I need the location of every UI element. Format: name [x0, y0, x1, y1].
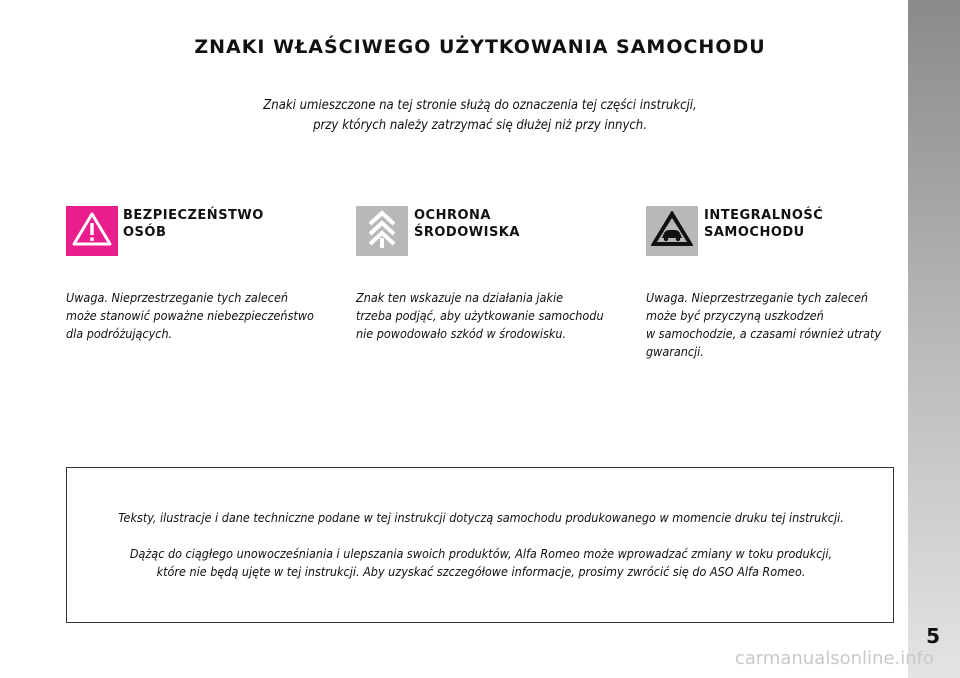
heading-line: INTEGRALNOŚĆ	[704, 208, 824, 223]
intro-line: przy których należy zatrzymać się dłużej niż przy innych.	[313, 118, 647, 133]
watermark: carmanualsonline.info	[734, 648, 934, 669]
notice-box	[66, 467, 894, 623]
page-number: 5	[926, 624, 940, 648]
safety-text	[66, 289, 314, 343]
text-line: Znak ten wskazuje na działania jakie	[356, 290, 564, 305]
text-line: może być przyczyną uszkodzeń	[646, 308, 824, 323]
text-line: może stanowić poważne niebezpieczeństwo	[66, 308, 314, 323]
warning-triangle-icon	[72, 211, 112, 251]
text-line: Uwaga. Nieprzestrzeganie tych zaleceń	[646, 290, 869, 305]
environment-text	[356, 289, 604, 343]
text-line: dla podróżujących.	[66, 326, 173, 341]
safety-heading	[123, 207, 264, 241]
environment-tree-icon	[364, 208, 400, 254]
environment-badge	[356, 206, 408, 256]
side-band	[908, 0, 960, 678]
safety-badge	[66, 206, 118, 256]
text-line: Uwaga. Nieprzestrzeganie tych zaleceń	[66, 290, 289, 305]
environment-heading	[414, 207, 520, 241]
notice-line: które nie będą ujęte w tej instrukcji. Aby uzyskać szczegółowe informacje, prosimy zwrócić się do ASO Alfa Romeo.	[156, 564, 806, 579]
heading-line: SAMOCHODU	[704, 225, 805, 240]
notice-line: Dążąc do ciągłego unowocześniania i ulepszania swoich produktów, Alfa Romeo może wprowadzać zmiany w toku produkcji,	[129, 546, 833, 561]
heading-line: BEZPIECZEŃSTWO	[123, 208, 264, 223]
text-line: gwarancji.	[646, 344, 704, 359]
notice-paragraph-2	[67, 545, 895, 581]
heading-line: ŚRODOWISKA	[414, 225, 520, 240]
heading-line: OSÓB	[123, 225, 167, 240]
heading-line: OCHRONA	[414, 208, 491, 223]
vehicle-text	[646, 289, 881, 361]
text-line: trzeba podjąć, aby użytkowanie samochodu	[356, 308, 604, 323]
notice-paragraph-1	[67, 509, 895, 527]
text-line: nie powodowało szkód w środowisku.	[356, 326, 567, 341]
vehicle-badge	[646, 206, 698, 256]
text-line: w samochodzie, a czasami również utraty	[646, 326, 882, 341]
car-warning-triangle-icon	[650, 210, 694, 252]
intro-text	[210, 96, 750, 136]
vehicle-heading	[704, 207, 823, 241]
notice-line: Teksty, ilustracje i dane techniczne podane w tej instrukcji dotyczą samochodu produkowanego w momencie druku tej instrukcji.	[118, 510, 844, 525]
intro-line: Znaki umieszczone na tej stronie służą do oznaczenia tej części instrukcji,	[263, 98, 697, 113]
page-title: ZNAKI WŁAŚCIWEGO UŻYTKOWANIA SAMOCHODU	[194, 36, 766, 58]
